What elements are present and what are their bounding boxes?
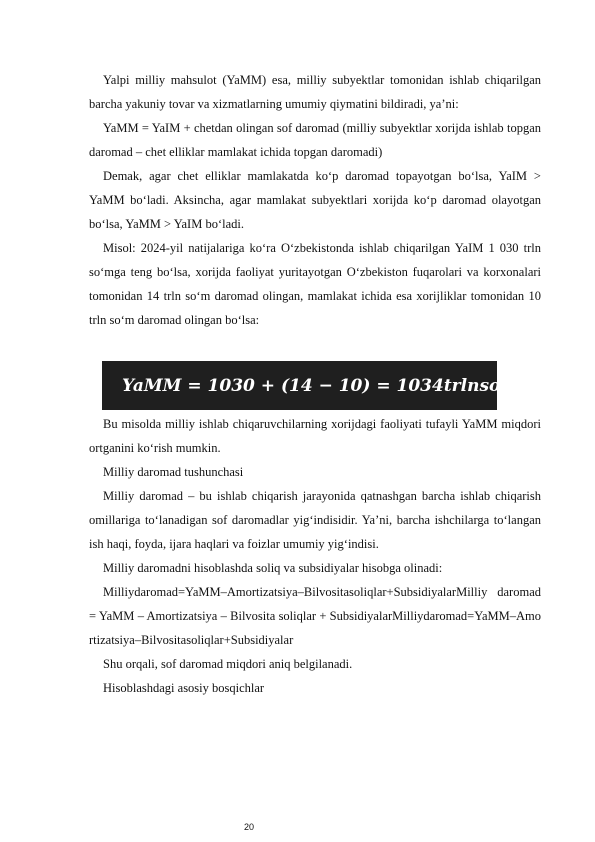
- paragraph-net-income: Shu orqali, sof daromad miqdori aniq belgilanadi.: [103, 657, 353, 671]
- paragraph-tax-subsidy: Milliy daromadni hisoblashda soliq va subsidiyalar hisobga olinadi:: [103, 561, 443, 575]
- paragraph-steps-heading: Hisoblashdagi asosiy bosqichlar: [103, 681, 265, 695]
- section-heading-national-income: Milliy daromad tushunchasi: [103, 465, 244, 479]
- paragraph-national-income-formula: Milliydaromad=YaMM–Amortizatsiya–Bilvositasoliqlar+SubsidiyalarMilliy daromad = YaMM – Amortizatsiya – Bilvosita soliqlar + SubsidiyalarMilliydaromad=YaMM–Amortizatsiya–Bilvositasoliqlar+Subsidiyalar: [89, 585, 541, 647]
- formula-image: [102, 361, 525, 410]
- formula-text: YaMM = 1030 + (14 − 10) = 1034trlnso‘m: [122, 375, 525, 396]
- paragraph-comparison: Demak, agar chet elliklar mamlakatda ko‘p daromad topayotgan bo‘lsa, YaIM > YaMM bo‘ladi. Aksincha, agar mamlakat subyektlari xorijda ko‘p daromad olayotgan bo‘lsa, YaMM > YaIM bo‘ladi.: [89, 169, 541, 231]
- page-number: 20: [244, 822, 255, 832]
- paragraph-yamm-definition: Yalpi milliy mahsulot (YaMM) esa, milliy subyektlar tomonidan ishlab chiqarilgan barcha yakuniy tovar va xizmatlarning umumiy qiymatini bildiradi, ya’ni:: [89, 73, 541, 111]
- text-block-top: [89, 68, 541, 332]
- text-block-bottom: [89, 412, 541, 700]
- paragraph-example: Misol: 2024-yil natijalariga ko‘ra O‘zbekistonda ishlab chiqarilgan YaIM 1 030 trln so‘mga teng bo‘lsa, xorijda faoliyat yuritayotgan O‘zbekiston fuqarolari va korxonalari tomonidan 14 trln so‘m daromad olingan, mamlakat ichida esa xorijliklar tomonidan 10 trln so‘m daromad olingan bo‘lsa:: [89, 241, 541, 327]
- paragraph-example-conclusion: Bu misolda milliy ishlab chiqaruvchilarning xorijdagi faoliyati tufayli YaMM miqdori ortganini ko‘rish mumkin.: [89, 417, 541, 455]
- paragraph-national-income-definition: Milliy daromad – bu ishlab chiqarish jarayonida qatnashgan barcha ishlab chiqarish omillariga to‘lanadigan sof daromadlar yig‘indisidir. Ya’ni, barcha ishchilarga to‘langan ish haqi, foyda, ijara haqlari va foizlar umumiy yig‘indisi.: [89, 489, 541, 551]
- paragraph-yamm-formula: YaMM = YaIM + chetdan olingan sof daromad (milliy subyektlar xorijda ishlab topgan daromad – chet elliklar mamlakat ichida topgan daromadi): [89, 121, 541, 159]
